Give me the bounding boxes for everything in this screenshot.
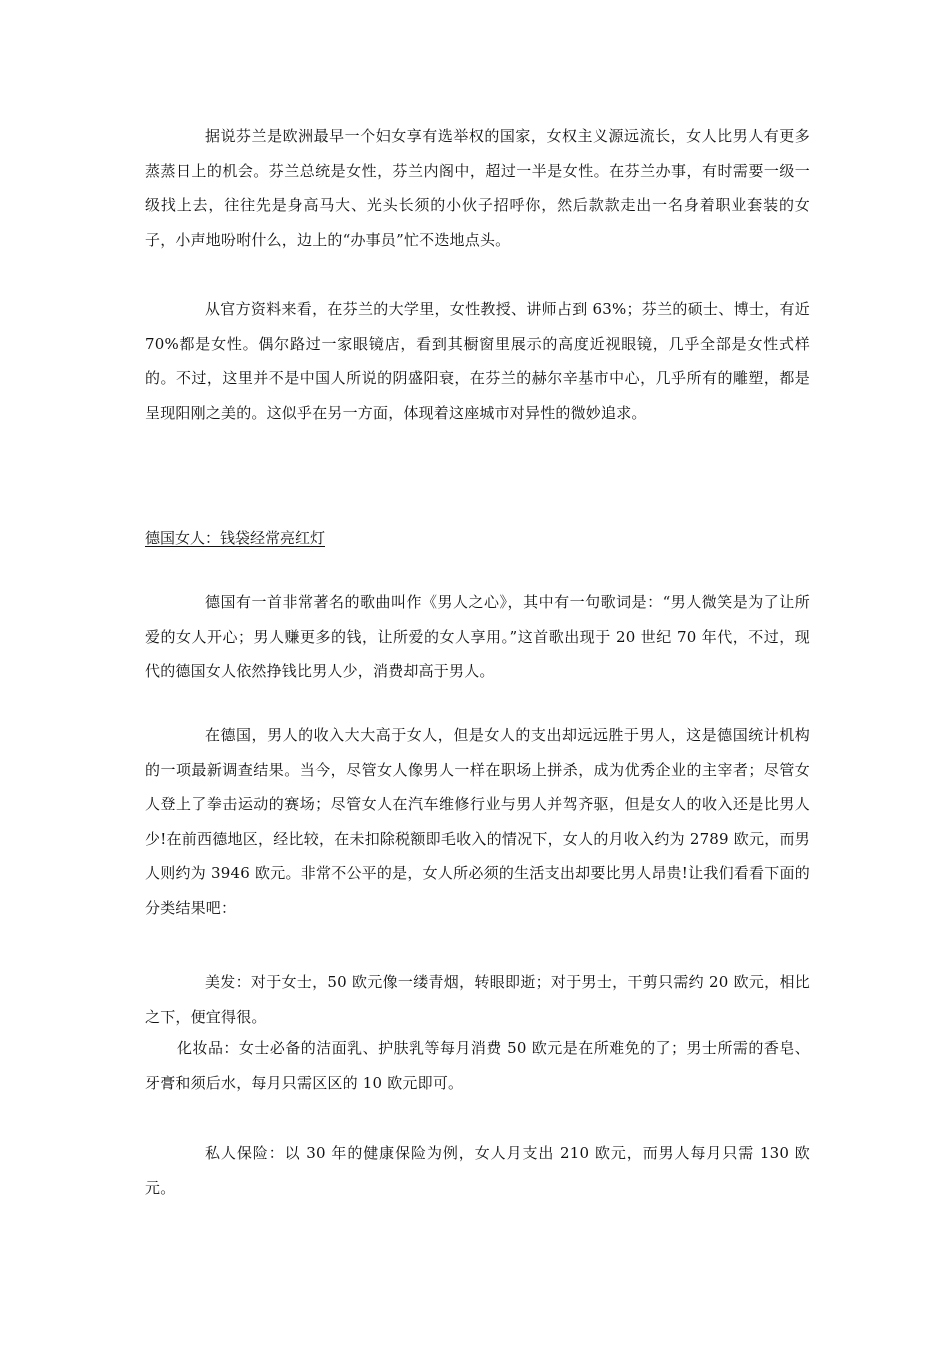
paragraph-finland-education: 从官方资料来看，在芬兰的大学里，女性教授、讲师占到 63%；芬兰的硕士、博士，有近 70%都是女性。偶尔路过一家眼镜店，看到其橱窗里展示的高度近视眼镜，几乎全部是女性式样的。不过，这里并不是中国人所说的阴盛阳衰，在芬兰的赫尔辛基市中心，几乎所有的雕塑，都是呈现阳刚之美的。这似乎在另一方面，体现着这座城市对异性的微妙追求。 <box>145 300 810 422</box>
paragraph-private-insurance: 私人保险：以 30 年的健康保险为例，女人月支出 210 欧元，而男人每月只需 130 欧元。 <box>145 1144 810 1197</box>
section-heading-germany: 德国女人：钱袋经常亮红灯 <box>145 529 326 547</box>
paragraph-hairdressing: 美发：对于女士，50 欧元像一缕青烟，转眼即逝；对于男士，干剪只需约 20 欧元，相比之下，便宜得很。 <box>145 973 810 1026</box>
paragraph-germany-song: 德国有一首非常著名的歌曲叫作《男人之心》，其中有一句歌词是：“男人微笑是为了让所爱的女人开心；男人赚更多的钱，让所爱的女人享用。”这首歌出现于 20 世纪 70 年代，不过，现代的德国女人依然挣钱比男人少，消费却高于男人。 <box>145 593 810 680</box>
paragraph-germany-income: 在德国，男人的收入大大高于女人，但是女人的支出却远远胜于男人，这是德国统计机构的一项最新调查结果。当今，尽管女人像男人一样在职场上拼杀，成为优秀企业的主宰者；尽管女人登上了拳击运动的赛场；尽管女人在汽车维修行业与男人并驾齐驱，但是女人的收入还是比男人少!在前西德地区，经比较，在未扣除税额即毛收入的情况下，女人的月收入约为 2789 欧元，而男人则约为 3946 欧元。非常不公平的是，女人所必须的生活支出却要比男人昂贵!让我们看看下面的分类结果吧： <box>145 726 810 917</box>
paragraph-finland-women-rights: 据说芬兰是欧洲最早一个妇女享有选举权的国家，女权主义源远流长，女人比男人有更多蒸蒸日上的机会。芬兰总统是女性，芬兰内阁中，超过一半是女性。在芬兰办事，有时需要一级一级找上去，往往先是身高马大、光头长须的小伙子招呼你，然后款款走出一名身着职业套装的女子，小声地吩咐什么，边上的“办事员”忙不迭地点头。 <box>145 127 810 249</box>
paragraph-cosmetics: 化妆品：女士必备的洁面乳、护肤乳等每月消费 50 欧元是在所难免的了；男士所需的香皂、牙膏和须后水，每月只需区区的 10 欧元即可。 <box>145 1039 810 1092</box>
